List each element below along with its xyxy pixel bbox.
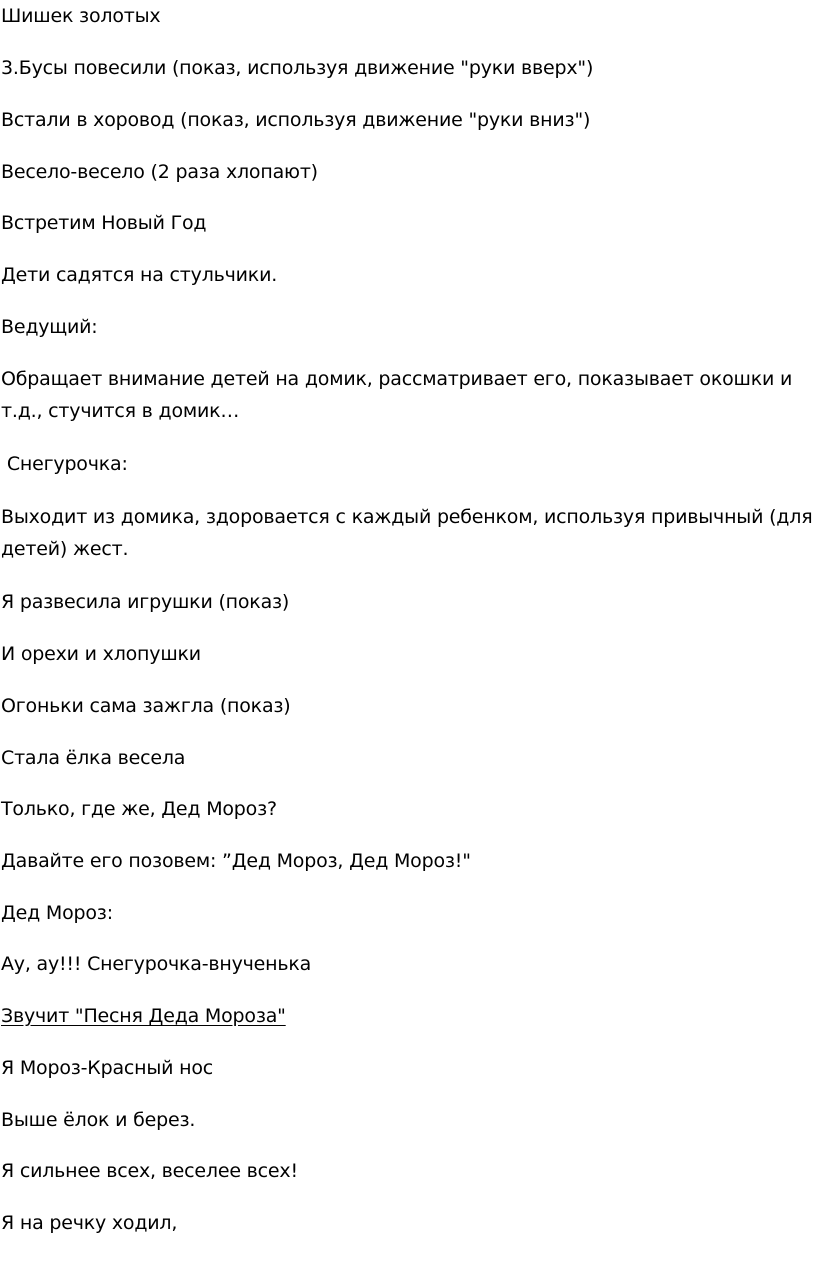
text-line: 3.Бусы повесили (показ, используя движение "руки вверх") <box>1 57 594 79</box>
text-line: Я сильнее всех, веселее всех! <box>1 1160 298 1182</box>
text-line: Я на речку ходил, <box>1 1212 178 1234</box>
text-line: Я Мороз-Красный нос <box>1 1057 214 1079</box>
music-cue: Звучит "Песня Деда Мороза" <box>1 1005 286 1027</box>
stage-direction: Обращает внимание детей на домик, рассматривает его, показывает окошки и т.д., стучится в домик… <box>1 368 793 422</box>
text-line: Дети садятся на стульчики. <box>1 264 278 286</box>
text-line: Только, где же, Дед Мороз? <box>1 798 277 820</box>
speaker-label: Ведущий: <box>1 316 98 338</box>
text-line: Я развесила игрушки (показ) <box>1 591 290 613</box>
text-line: Стала ёлка весела <box>1 747 186 769</box>
text-line: Выше ёлок и берез. <box>1 1109 196 1131</box>
text-line: Весело-весело (2 раза хлопают) <box>1 161 318 183</box>
text-line: Встали в хоровод (показ, используя движение "руки вниз") <box>1 109 591 131</box>
text-line: И орехи и хлопушки <box>1 643 201 665</box>
speaker-label: Дед Мороз: <box>1 902 113 924</box>
text-line: Ау, ау!!! Снегурочка-внученька <box>1 953 312 975</box>
text-line: Давайте его позовем: ”Дед Мороз, Дед Мороз!" <box>1 850 471 872</box>
text-line: Встретим Новый Год <box>1 212 207 234</box>
speaker-label: Снегурочка: <box>1 453 128 475</box>
text-line: Огоньки сама зажгла (показ) <box>1 695 291 717</box>
text-line: Шишек золотых <box>1 5 161 27</box>
stage-direction: Выходит из домика, здоровается с каждый ребенком, используя привычный (для детей) жест. <box>1 506 813 560</box>
